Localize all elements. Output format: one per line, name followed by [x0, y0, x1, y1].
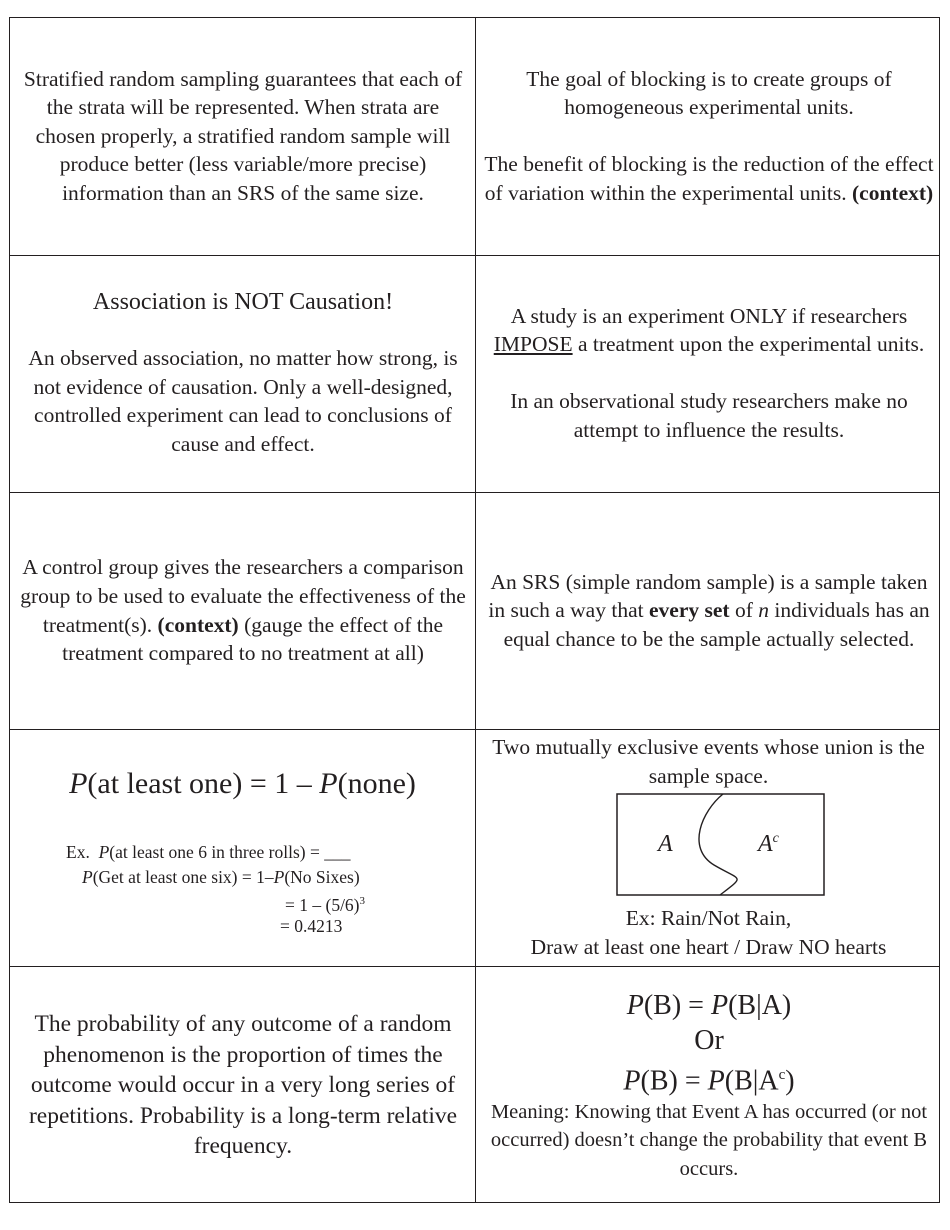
- example-question: Ex. P(at least one 6 in three rolls) = ___: [66, 842, 351, 862]
- region-a-label: A: [658, 831, 673, 857]
- sample-space-box: [617, 794, 824, 895]
- card-blocking: [484, 46, 934, 226]
- venn-partition-diagram: [616, 793, 826, 897]
- association-title: Association is NOT Causation!: [92, 288, 394, 315]
- mutually-exclusive-examples: Ex: Rain/Not Rain, Draw at least one heart / Draw NO hearts: [530, 906, 887, 959]
- independence-meaning: Meaning: Knowing that Event A has occurred (or not occurred) doesn’t change the probability that event B occurs.: [490, 1100, 928, 1180]
- card-control-group: [18, 518, 468, 703]
- context-tag: (context): [157, 612, 239, 637]
- card-probability: [18, 993, 468, 1178]
- example-step-1: P(Get at least one six) = 1–P(No Sixes): [82, 867, 360, 887]
- example-step-2: = $1 - (5/6)^3$: [285, 894, 366, 915]
- vertical-divider: [475, 18, 476, 1202]
- association-body: An observed association, no matter how strong, is not evidence of causation. Only a well-designed, controlled experiment can lead to conclusions of cause and effect.: [28, 346, 458, 456]
- region-a-complement-label: $A^c$: [758, 831, 779, 857]
- partition-curve: [699, 794, 737, 895]
- card-mutually-exclusive: [476, 730, 941, 966]
- mutually-exclusive-title: Two mutually exclusive events whose union is the sample space.: [492, 735, 925, 788]
- card-stratified: [18, 46, 468, 226]
- row-divider: [10, 966, 939, 967]
- context-tag: (context): [852, 180, 934, 205]
- independence-formula-1: P(B) = P(B|A): [626, 989, 792, 1021]
- card-independence: [484, 978, 934, 1193]
- card-grid: [9, 17, 940, 1203]
- experiment-definition: A study is an experiment ONLY if researchers IMPOSE a treatment upon the experimental units.: [493, 303, 925, 357]
- stratified-text: Stratified random sampling guarantees that each of the strata will be represented. When strata are chosen properly, a stratified random sample will produce better (less variable/more precise) information than an SRS of the same size.: [23, 66, 463, 205]
- card-at-least-one: [10, 730, 475, 966]
- card-experiment: [484, 283, 934, 463]
- blocking-goal: The goal of blocking is to create groups of homogeneous experimental units.: [526, 66, 892, 120]
- blocking-benefit: The benefit of blocking is the reduction of the effect of variation within the experimental units. (context): [484, 152, 934, 205]
- probability-definition: The probability of any outcome of a random phenomenon is the proportion of times the outcome would occur in a very long series of repetitions. Probability is a long-term relative frequency.: [28, 1011, 458, 1160]
- example-step-3: = 0.4213: [280, 916, 343, 936]
- card-srs: [484, 518, 934, 703]
- srs-definition: An SRS (simple random sample) is a sample taken in such a way that every set of n individuals has an equal chance to be the sample actually selected.: [488, 569, 930, 651]
- independence-formula-2: $P(B) = P(B|A^c)$: [623, 1064, 795, 1096]
- observational-definition: In an observational study researchers make no attempt to influence the results.: [510, 389, 908, 442]
- card-association: [18, 283, 468, 463]
- impose-underlined: IMPOSE: [493, 332, 573, 357]
- at-least-one-formula: P(at least one) = 1 – P(none): [69, 767, 416, 800]
- control-text: A control group gives the researchers a comparison group to be used to evaluate the effectiveness of the treatment(s). (context) (gauge the effect of the treatment compared to no treatment at all): [20, 555, 466, 666]
- row-divider: [10, 492, 939, 493]
- or-label: Or: [694, 1024, 724, 1056]
- row-divider: [10, 255, 939, 256]
